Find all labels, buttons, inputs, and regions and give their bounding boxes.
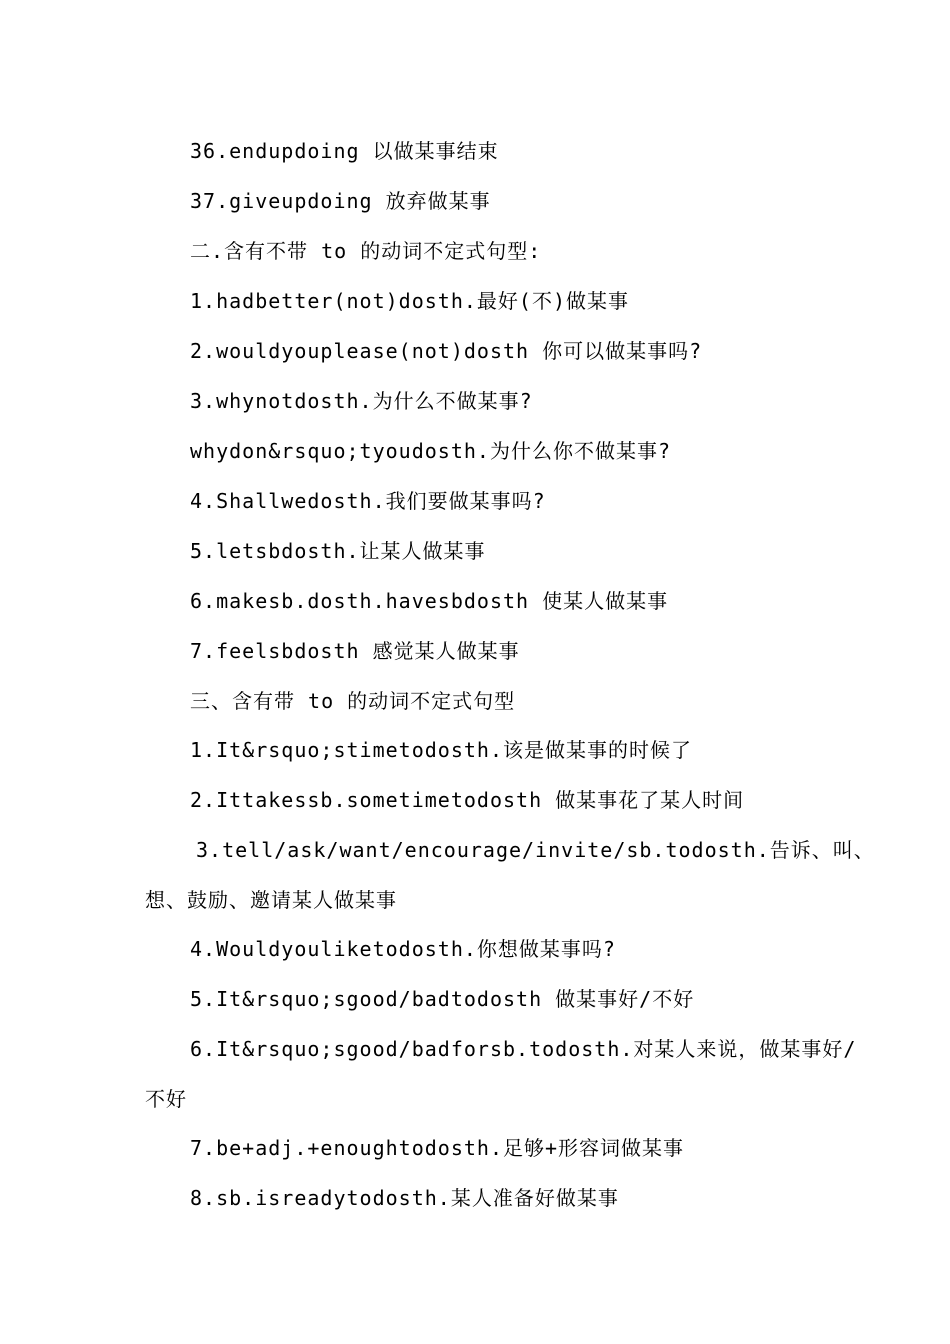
text-line-2-1: 1.hadbetter(not)dosth.最好(不)做某事 [190, 289, 629, 313]
text-line-36: 36.endupdoing 以做某事结束 [190, 139, 499, 163]
text-line-3-3: 3.tell/ask/want/encourage/invite/sb.todosth.告诉、叫、 [196, 838, 875, 862]
text-line-3-6-cont: 不好 [145, 1087, 187, 1111]
text-line-3-1: 1.It&rsquo;stimetodosth.该是做某事的时候了 [190, 738, 692, 762]
text-line-3-2: 2.Ittakessb.sometimetodosth 做某事花了某人时间 [190, 788, 745, 812]
text-line-2-2: 2.wouldyouplease(not)dosth 你可以做某事吗? [190, 339, 703, 363]
text-line-3-4: 4.Wouldyouliketodosth.你想做某事吗? [190, 937, 616, 961]
text-line-2-5: 5.letsbdosth.让某人做某事 [190, 539, 486, 563]
section-heading-3: 三、含有带 to 的动词不定式句型 [190, 689, 516, 713]
section-heading-2: 二.含有不带 to 的动词不定式句型: [190, 239, 542, 263]
text-line-3-5: 5.It&rsquo;sgood/badtodosth 做某事好/不好 [190, 987, 695, 1011]
text-line-3-3-cont: 想、鼓励、邀请某人做某事 [145, 888, 397, 912]
text-line-37: 37.giveupdoing 放弃做某事 [190, 189, 491, 213]
text-line-2-3: 3.whynotdosth.为什么不做某事? [190, 389, 533, 413]
text-line-3-6: 6.It&rsquo;sgood/badforsb.todosth.对某人来说，做某事好/ [190, 1037, 857, 1061]
text-line-2-4: 4.Shallwedosth.我们要做某事吗? [190, 489, 546, 513]
text-line-3-8: 8.sb.isreadytodosth.某人准备好做某事 [190, 1186, 619, 1210]
text-line-3-7: 7.be+adj.+enoughtodosth.足够+形容词做某事 [190, 1136, 685, 1160]
text-line-2-6: 6.makesb.dosth.havesbdosth 使某人做某事 [190, 589, 669, 613]
text-line-2-3b: whydon&rsquo;tyoudosth.为什么你不做某事? [190, 439, 671, 463]
text-line-2-7: 7.feelsbdosth 感觉某人做某事 [190, 639, 520, 663]
